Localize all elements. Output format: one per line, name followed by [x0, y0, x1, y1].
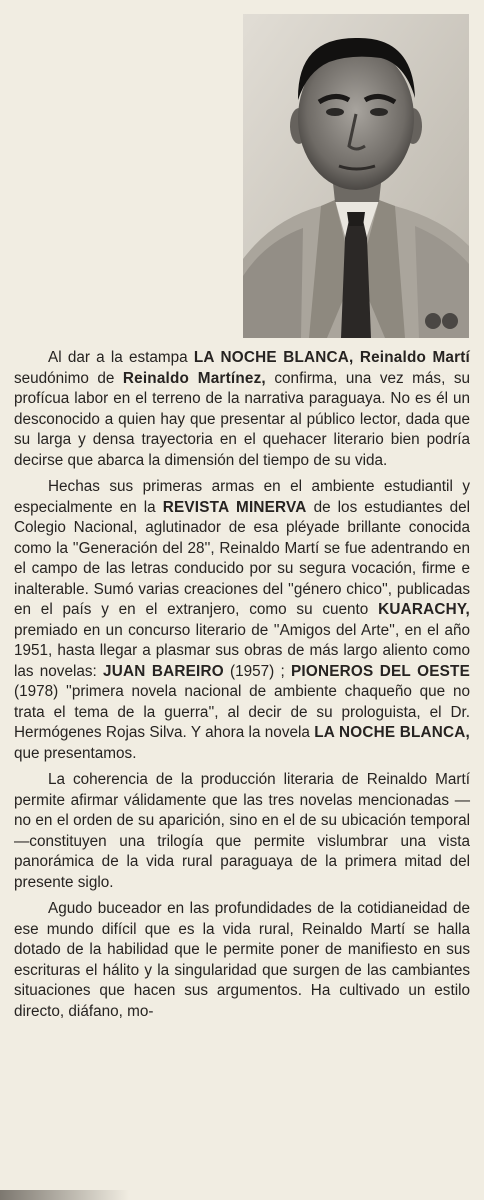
bold-segment: KUARACHY, — [378, 601, 470, 618]
text-segment: (1957) ; — [223, 662, 291, 680]
text-segment: Agudo buceador en las profundidades de la cotidianeidad de ese mundo difícil que es la vida rural, Reinaldo Martí se halla dotado de la habilidad que le permite poner de manifiesto en sus escrituras el hálito y la singularidad que surgen de las cambiantes situaciones que hacen sus argumentos. Ha cultivado un estilo directo, diáfano, mo- — [14, 900, 470, 1020]
bold-segment: Reinaldo Martínez, — [122, 369, 266, 387]
text-segment: confirma, una vez más, su profícua labor en el terreno de la narrativa paraguaya. No es él un desconocido a quien hay que presentar al público lector, dada que su larga y densa trayectoria en el quehacer literario bien podría decirse que abarca la dimensión del tiempo de su vida. — [14, 369, 470, 469]
paragraph — [14, 899, 470, 1022]
text-segment: Al dar a la estampa — [48, 349, 194, 366]
bold-segment: REVISTA MINERVA — [162, 498, 307, 516]
paragraph — [14, 348, 470, 471]
bold-segment: LA NOCHE BLANCA, Reinaldo Martí — [193, 349, 470, 366]
text-segment: seudónimo de — [14, 369, 123, 387]
page-edge-shadow — [0, 1190, 130, 1200]
author-portrait-icon — [243, 14, 469, 338]
text-segment: premiado en un concurso literario de ''Amigos del Arte'', en el año 1951, hasta llegar a plasmar sus obras de más largo aliento como las novelas: — [14, 621, 470, 680]
text-segment: de los estudiantes del Colegio Nacional, aglutinador de esa pléyade brillante conocida como la ''Generación del 28'', Reinaldo Martí se fue adentrando en el campo de las letras conducido por su segura vocación, firme e inalterable. Sumó varias creaciones del ''género chico'', publicadas en el país y en el extranjero, como su cuento — [14, 498, 470, 618]
author-photo — [243, 14, 469, 338]
body-text — [14, 348, 470, 1028]
paragraph — [14, 770, 470, 893]
paragraph — [14, 477, 470, 764]
bold-segment: PIONEROS DEL OESTE — [291, 662, 470, 680]
bold-segment: JUAN BAREIRO — [103, 662, 224, 680]
text-segment: La coherencia de la producción literaria de Reinaldo Martí permite afirmar válidamente que las tres novelas mencionadas — no en el orden de su aparición, sino en el de su ubicación temporal —constituyen una trilogía que permite vislumbrar una vista panorámica de la vida rural paraguaya de la primera mitad del presente siglo. — [14, 771, 470, 891]
text-segment: Hechas sus primeras armas en el ambiente estudiantil y especialmente en la — [14, 478, 470, 516]
bold-segment: LA NOCHE BLANCA, — [314, 724, 470, 741]
text-segment: (1978) ''primera novela nacional de ambiente chaqueño que no trata el tema de la guerra'', al decir de su prologuista, el Dr. Hermógenes Rojas Silva. Y ahora la novela — [14, 683, 470, 741]
text-segment: que presentamos. — [14, 744, 137, 762]
